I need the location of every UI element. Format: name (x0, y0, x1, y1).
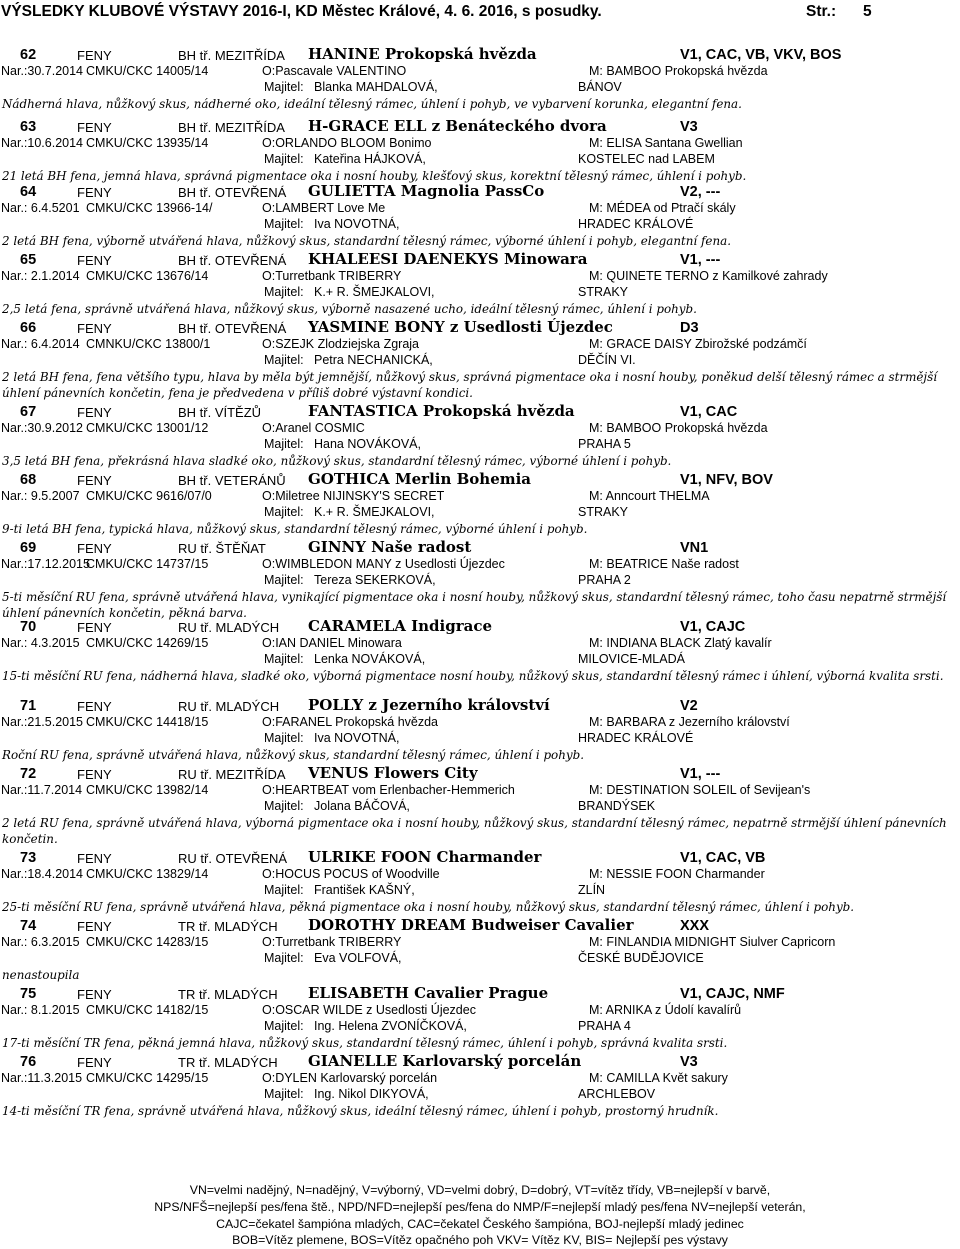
owner-city: BÁNOV (578, 80, 622, 94)
owner-name: K.+ R. ŠMEJKALOVI, (314, 505, 435, 519)
sex: FENY (77, 405, 112, 420)
father: O:OSCAR WILDE z Usedlosti Újezdec (262, 1003, 476, 1017)
entry-description-row (0, 747, 955, 763)
father: O:Turretbank TRIBERRY (262, 935, 402, 949)
catalog-number: 74 (20, 918, 37, 934)
owner-label: Majitel: (264, 731, 304, 745)
father: O:HOCUS POCUS of Woodville (262, 867, 440, 881)
class: RU tř. ŠTĚŇAT (178, 541, 266, 556)
entry-description-row (0, 521, 955, 537)
birth-date: Nar.: 8.1.2015 (1, 1003, 80, 1017)
page-label: Str.: (806, 3, 837, 20)
birth-date: Nar.:11.7.2014 (1, 783, 83, 797)
owner-label: Majitel: (264, 951, 304, 965)
birth-date: Nar.: 6.3.2015 (1, 935, 80, 949)
owner-label: Majitel: (264, 652, 304, 666)
owner-name: Eva VOLFOVÁ, (314, 951, 402, 965)
father: O:IAN DANIEL Minowara (262, 636, 402, 650)
owner-city: ARCHLEBOV (578, 1087, 656, 1101)
owner-label: Majitel: (264, 353, 304, 367)
dog-name: KHALEESI DAENEKYS Minowara (308, 250, 588, 268)
sex: FENY (77, 987, 112, 1002)
mother: M: BARBARA z Jezerního království (589, 715, 790, 729)
dog-name: GIANELLE Karlovarský porcelán (308, 1052, 582, 1070)
sex: FENY (77, 699, 112, 714)
registration-number: CMKU/CKC 13001/12 (86, 421, 209, 435)
birth-date: Nar.:11.3.2015 (1, 1071, 83, 1085)
owner-label: Majitel: (264, 152, 304, 166)
entry-description-row (0, 233, 955, 249)
dog-name: GULIETTA Magnolia PassCo (308, 182, 545, 200)
entry-description-row (0, 1103, 955, 1119)
owner-city: PRAHA 2 (578, 573, 631, 587)
father: O:Miletree NIJINSKY'S SECRET (262, 489, 445, 503)
mother: M: MÉDEA od Ptračí skály (589, 201, 736, 215)
sex: FENY (77, 541, 112, 556)
sex: FENY (77, 620, 112, 635)
dog-name: ULRIKE FOON Charmander (308, 848, 542, 866)
judge-description: 3,5 letá BH fena, překrásná hlava sladké oko, nůžkový skus, standardní tělesný rámec, výborné úhlení i pohyb. (2, 454, 672, 468)
catalog-number: 69 (20, 540, 37, 556)
catalog-number: 66 (20, 320, 37, 336)
owner-label: Majitel: (264, 799, 304, 813)
registration-number: CMKU/CKC 13676/14 (86, 269, 209, 283)
owner-name: Tereza SEKERKOVÁ, (314, 573, 436, 587)
entry-description-row (0, 899, 955, 915)
class: BH tř. VETERÁNŮ (178, 473, 286, 488)
legend-line: NPS/NFŠ=nejlepší pes/fena ště., NPD/NFD=nejlepší pes/fena do NMP/F=nejlepší mladý pes/fena NV=nejlepší veterán, (154, 1200, 806, 1214)
birth-date: Nar.: 9.5.2007 (1, 489, 80, 503)
birth-date: Nar.:10.6.2014 (1, 136, 84, 150)
award: V1, --- (680, 252, 721, 268)
sex: FENY (77, 767, 112, 782)
owner-name: Ing. Helena ZVONÍČKOVÁ, (314, 1019, 467, 1033)
owner-label: Majitel: (264, 217, 304, 231)
class: RU tř. MEZITŘÍDA (178, 767, 286, 782)
owner-city: HRADEC KRÁLOVÉ (578, 731, 694, 745)
dog-name: GOTHICA Merlin Bohemia (308, 470, 532, 488)
sex: FENY (77, 253, 112, 268)
birth-date: Nar.: 4.3.2015 (1, 636, 80, 650)
registration-number: CMKU/CKC 13935/14 (86, 136, 209, 150)
catalog-number: 76 (20, 1054, 37, 1070)
judge-description: 21 letá BH fena, jemná hlava, správná pigmentace oka i nosní houby, klešťový skus, korektní tělesný rámec, úhlení i pohyb. (2, 169, 747, 183)
birth-date: Nar.:21.5.2015 (1, 715, 84, 729)
dog-name: H-GRACE ELL z Benáteckého dvora (308, 117, 607, 135)
catalog-number: 70 (20, 619, 37, 635)
judge-description: 2,5 letá fena, správně utvářená hlava, nůžkový skus, výborně nasazené ucho, ideální tělesný rámec, úhlení i pohyb. (2, 302, 697, 316)
entry-description-row (0, 668, 955, 684)
owner-city: KOSTELEC nad LABEM (578, 152, 715, 166)
mother: M: FINLANDIA MIDNIGHT Siulver Capricorn (589, 935, 836, 949)
dog-name: YASMINE BONY z Usedlosti Újezdec (308, 318, 613, 336)
owner-label: Majitel: (264, 437, 304, 451)
judge-description: 25-ti měsíční RU fena, správně utvářená hlava, pěkná pigmentace oka i nosní houby, nůžkový skus, standardní tělesný rámec, úhlení i pohyb. (2, 900, 855, 914)
award: V1, --- (680, 766, 721, 782)
owner-name: Iva NOVOTNÁ, (314, 217, 400, 231)
owner-label: Majitel: (264, 1019, 304, 1033)
sex: FENY (77, 185, 112, 200)
catalog-number: 71 (20, 698, 37, 714)
dog-name: DOROTHY DREAM Budweiser Cavalier (308, 916, 634, 934)
father: O:ORLANDO BLOOM Bonimo (262, 136, 432, 150)
class: BH tř. MEZITŘÍDA (178, 120, 285, 135)
birth-date: Nar.: 6.4.5201 (1, 201, 80, 215)
registration-number: CMKU/CKC 14737/15 (86, 557, 209, 571)
award: V1, NFV, BOV (680, 472, 773, 488)
judge-description: 2 letá BH fena, fena většího typu, hlava by měla být jemnější, nůžkový skus, správná pigmentace oka i nosní houby, poněkud delší tělesný rámec a strmější úhlení pánevních končetin, fena je předvedena v příliš dobré výstavní kondici. (2, 370, 937, 400)
owner-city: DĚČÍN VI. (578, 353, 636, 367)
award: V2, --- (680, 184, 721, 200)
birth-date: Nar.:17.12.2015 (1, 557, 90, 571)
owner-name: Jolana BÁČOVÁ, (314, 799, 410, 813)
judge-description: Roční RU fena, správně utvářená hlava, nůžkový skus, standardní tělesný rámec, úhlení i pohyb. (2, 748, 584, 762)
class: BH tř. OTEVŘENÁ (178, 253, 287, 268)
father: O:FARANEL Prokopská hvězda (262, 715, 439, 729)
legend-line: VN=velmi nadějný, N=nadějný, V=výborný, VD=velmi dobrý, D=dobrý, VT=vítěz třídy, VB=nejlepší v barvě, (189, 1183, 771, 1197)
award: V1, CAC, VB, VKV, BOS (680, 47, 842, 63)
dog-name: VENUS Flowers City (308, 764, 478, 782)
father: O:DYLEN Karlovarský porcelán (262, 1071, 438, 1085)
dog-name: POLLY z Jezerního království (308, 696, 550, 714)
registration-number: CMKU/CKC 14418/15 (86, 715, 209, 729)
birth-date: Nar.:30.7.2014 (1, 64, 84, 78)
award: V1, CAC, VB (680, 850, 766, 866)
catalog-number: 73 (20, 850, 37, 866)
catalog-number: 65 (20, 252, 37, 268)
mother: M: ARNIKA z Údolí kavalírů (589, 1003, 742, 1017)
owner-name: Iva NOVOTNÁ, (314, 731, 400, 745)
owner-city: ZLÍN (578, 883, 606, 897)
judge-description: 5-ti měsíční RU fena, správně utvářená hlava, vynikající pigmentace oka i nosní houby, nůžkový skus, standardní tělesný rámec, toho času nepatrně strmější úhlení pánevních končetin, pěkná barva. (2, 590, 947, 620)
judge-description: 2 letá RU fena, správně utvářená hlava, výborná pigmentace oka i nosní houby, nůžkový skus, standardní tělesný rámec, nepatrně strmější úhlení pánevních končetin. (2, 816, 947, 846)
sex: FENY (77, 851, 112, 866)
owner-name: Petra NECHANICKÁ, (314, 353, 433, 367)
owner-label: Majitel: (264, 883, 304, 897)
birth-date: Nar.:18.4.2014 (1, 867, 84, 881)
mother: M: BAMBOO Prokopská hvězda (589, 64, 768, 78)
catalog-number: 68 (20, 472, 37, 488)
sex: FENY (77, 473, 112, 488)
father: O:SZEJK Zlodziejska Zgraja (262, 337, 419, 351)
mother: M: BAMBOO Prokopská hvězda (589, 421, 768, 435)
registration-number: CMKU/CKC 14182/15 (86, 1003, 209, 1017)
owner-city: PRAHA 4 (578, 1019, 631, 1033)
award: XXX (680, 918, 710, 934)
entry-description-row (0, 589, 955, 620)
class: RU tř. MLADÝCH (178, 699, 280, 714)
dog-name: HANINE Prokopská hvězda (308, 45, 537, 63)
dog-name: FANTASTICA Prokopská hvězda (308, 402, 575, 420)
award: V1, CAJC, NMF (680, 986, 785, 1002)
registration-number: CMKU/CKC 13982/14 (86, 783, 209, 797)
class: TR tř. MLADÝCH (178, 987, 278, 1002)
registration-number: CMKU/CKC 14269/15 (86, 636, 209, 650)
class: TR tř. MLADÝCH (178, 1055, 278, 1070)
father: O:HEARTBEAT vom Erlenbacher-Hemmerich (262, 783, 515, 797)
registration-number: CMNKU/CKC 13800/1 (86, 337, 211, 351)
award: V3 (680, 119, 698, 135)
entry-description-row (0, 815, 955, 846)
mother: M: DESTINATION SOLEIL of Sevijean's (589, 783, 811, 797)
registration-number: CMKU/CKC 14005/14 (86, 64, 209, 78)
sex: FENY (77, 1055, 112, 1070)
owner-label: Majitel: (264, 573, 304, 587)
registration-number: CMKU/CKC 14295/15 (86, 1071, 209, 1085)
judge-description: Nádherná hlava, nůžkový skus, nádherné oko, ideální tělesný rámec, úhlení i pohyb, ve vybarvení korunka, elegantní fena. (2, 97, 742, 111)
owner-city: STRAKY (578, 505, 629, 519)
registration-number: CMKU/CKC 13966-14/ (86, 201, 213, 215)
father: O:Turretbank TRIBERRY (262, 269, 402, 283)
judge-description: 17-ti měsíční TR fena, pěkná jemná hlava, nůžkový skus, standardní tělesný rámec, úhlení i pohyb, správná kvalita srsti. (2, 1036, 728, 1050)
owner-city: MILOVICE-MLADÁ (578, 652, 685, 666)
owner-label: Majitel: (264, 80, 304, 94)
birth-date: Nar.:30.9.2012 (1, 421, 84, 435)
class: RU tř. OTEVŘENÁ (178, 851, 288, 866)
father: O:WIMBLEDON MANY z Usedlosti Újezdec (262, 557, 505, 571)
mother: M: INDIANA BLACK Zlatý kavalír (589, 636, 772, 650)
class: TR tř. MLADÝCH (178, 919, 278, 934)
catalog-number: 62 (20, 47, 37, 63)
dog-name: ELISABETH Cavalier Prague (308, 984, 549, 1002)
dog-name: GINNY Naše radost (308, 538, 472, 556)
judge-description: 2 letá BH fena, výborně utvářená hlava, nůžkový skus, standardní tělesný rámec, výborné úhlení i pohyb, elegantní fena. (2, 234, 731, 248)
entry-description-row (0, 301, 955, 317)
owner-name: K.+ R. ŠMEJKALOVI, (314, 285, 435, 299)
registration-number: CMKU/CKC 9616/07/0 (86, 489, 212, 503)
award: VN1 (680, 540, 709, 556)
catalog-number: 72 (20, 766, 37, 782)
mother: M: ELISA Santana Gwellian (589, 136, 743, 150)
mother: M: CAMILLA Květ sakury (589, 1071, 728, 1085)
class: BH tř. MEZITŘÍDA (178, 48, 285, 63)
owner-name: Blanka MAHDALOVÁ, (314, 80, 438, 94)
mother: M: Anncourt THELMA (589, 489, 710, 503)
document-title: VÝSLEDKY KLUBOVÉ VÝSTAVY 2016-I, KD Městec Králové, 4. 6. 2016, s posudky. (1, 3, 602, 20)
class: RU tř. MLADÝCH (178, 620, 280, 635)
page-header (0, 3, 960, 25)
father: O:LAMBERT Love Me (262, 201, 386, 215)
award: V2 (680, 698, 698, 714)
father: O:Pascavale VALENTINO (262, 64, 407, 78)
judge-description: 15-ti měsíční RU fena, nádherná hlava, sladké oko, výborná pigmentace nosní houby, nůžkový skus, standardní tělesný rámec i úhlení, výborná kvalita srsti. (2, 669, 944, 683)
entry-description-row (0, 96, 955, 112)
owner-name: Ing. Nikol DIKYOVÁ, (314, 1087, 429, 1101)
owner-city: BRANDÝSEK (578, 799, 656, 813)
registration-number: CMKU/CKC 14283/15 (86, 935, 209, 949)
owner-city: ČESKÉ BUDĚJOVICE (578, 951, 704, 965)
owner-city: STRAKY (578, 285, 629, 299)
sex: FENY (77, 48, 112, 63)
owner-city: PRAHA 5 (578, 437, 631, 451)
sex: FENY (77, 321, 112, 336)
class: BH tř. OTEVŘENÁ (178, 321, 287, 336)
owner-name: Hana NOVÁKOVÁ, (314, 437, 421, 451)
dog-name: CARAMELA Indigrace (308, 617, 493, 635)
award: D3 (680, 320, 699, 336)
entry-description-row (0, 967, 955, 983)
owner-name: František KAŠNÝ, (314, 883, 415, 897)
judge-description: nenastoupila (2, 968, 80, 982)
sex: FENY (77, 919, 112, 934)
mother: M: GRACE DAISY Zbirožské podzámčí (589, 337, 807, 351)
owner-city: HRADEC KRÁLOVÉ (578, 217, 694, 231)
judge-description: 9-ti letá BH fena, typická hlava, nůžkový skus, standardní tělesný rámec, výborné úhlení i pohyb. (2, 522, 588, 536)
award: V3 (680, 1054, 698, 1070)
owner-name: Kateřina HÁJKOVÁ, (314, 152, 426, 166)
legend-line: CAJC=čekatel šampióna mladých, CAC=čekatel Českého šampióna, BOJ-nejlepší mladý jedinec (216, 1217, 744, 1231)
birth-date: Nar.: 6.4.2014 (1, 337, 80, 351)
mother: M: QUINETE TERNO z Kamilkové zahrady (589, 269, 828, 283)
award: V1, CAJC (680, 619, 746, 635)
birth-date: Nar.: 2.1.2014 (1, 269, 80, 283)
catalog-number: 67 (20, 404, 37, 420)
sex: FENY (77, 120, 112, 135)
mother: M: BEATRICE Naše radost (589, 557, 739, 571)
owner-label: Majitel: (264, 1087, 304, 1101)
mother: M: NESSIE FOON Charmander (589, 867, 765, 881)
class: BH tř. VÍTĚZŮ (178, 405, 262, 420)
owner-name: Lenka NOVÁKOVÁ, (314, 652, 426, 666)
catalog-number: 75 (20, 986, 37, 1002)
page-number: 5 (863, 3, 872, 20)
award: V1, CAC (680, 404, 738, 420)
catalog-number: 63 (20, 119, 37, 135)
owner-label: Majitel: (264, 285, 304, 299)
legend-line: BOB=Vítěz plemene, BOS=Vítěz opačného poh VKV= Vítěz KV, BIS= Nejlepší pes výstavy (232, 1233, 728, 1247)
entry-description-row (0, 369, 955, 400)
entry-description-row (0, 453, 955, 469)
entry-description-row (0, 1035, 955, 1051)
owner-label: Majitel: (264, 505, 304, 519)
judge-description: 14-ti měsíční TR fena, správně utvářená hlava, nůžkový skus, ideální tělesný rámec, úhlení i pohyb, prostorný hrudník. (2, 1104, 719, 1118)
registration-number: CMKU/CKC 13829/14 (86, 867, 209, 881)
catalog-number: 64 (20, 184, 37, 200)
class: BH tř. OTEVŘENÁ (178, 185, 287, 200)
father: O:Aranel COSMIC (262, 421, 365, 435)
